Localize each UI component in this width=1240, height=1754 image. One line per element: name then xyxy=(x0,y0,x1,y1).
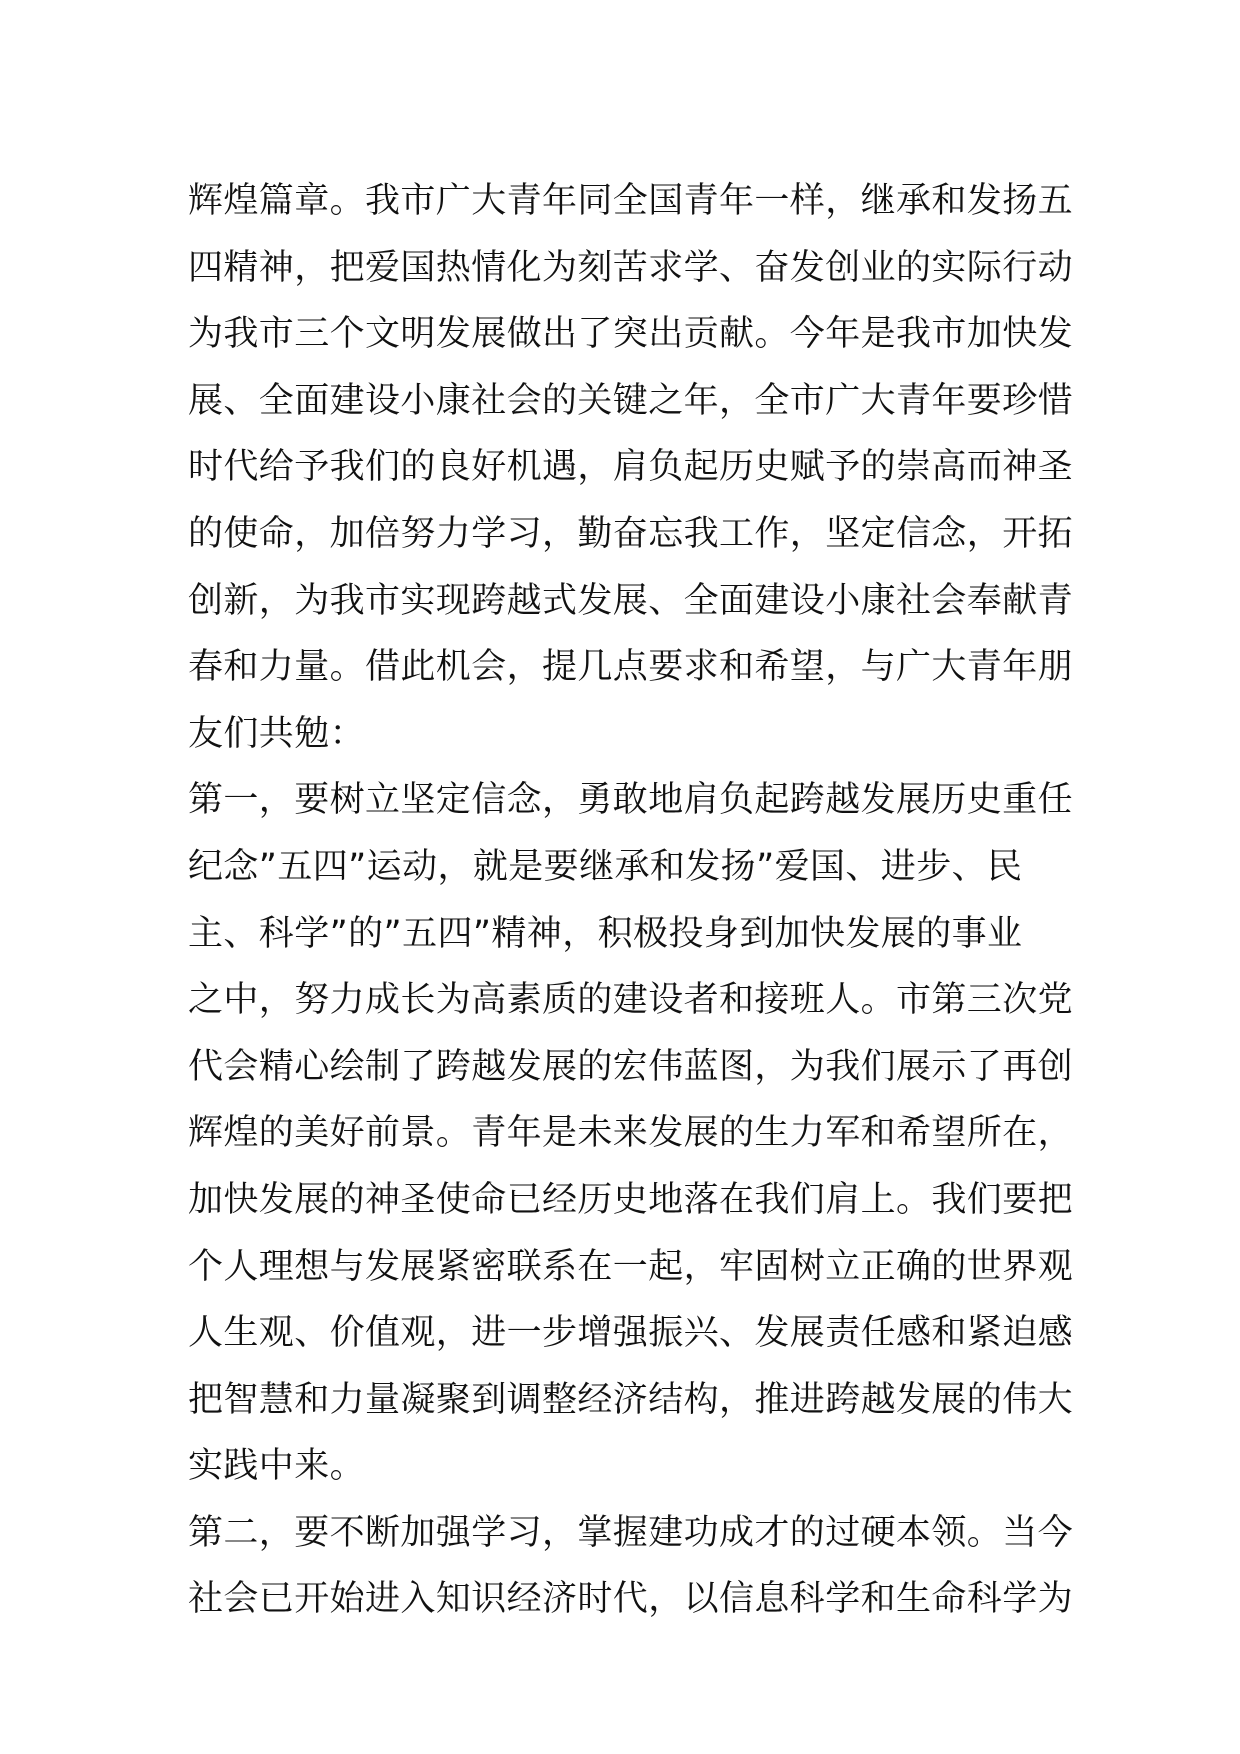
text-line: 之中，努力成长为高素质的建设者和接班人。市第三次党 xyxy=(188,980,1074,1021)
text-line: 春和力量。借此机会，提几点要求和希望，与广大青年朋 xyxy=(188,647,1074,688)
text-line: 纪念”五四”运动，就是要继承和发扬”爱国、进步、民 xyxy=(188,846,1023,887)
text-line: 四精神，把爱国热情化为刻苦求学、奋发创业的实际行动 xyxy=(188,247,1074,288)
text-line: 个人理想与发展紧密联系在一起，牢固树立正确的世界观 xyxy=(188,1246,1074,1287)
text-line: 友们共勉： xyxy=(188,713,366,754)
text-line: 人生观、价值观，进一步增强振兴、发展责任感和紧迫感 xyxy=(188,1313,1074,1354)
text-line: 实践中来。 xyxy=(188,1446,366,1487)
body-text xyxy=(188,168,1074,1633)
text-line: 主、科学”的”五四”精神，积极投身到加快发展的事业 xyxy=(188,913,1023,954)
section-heading-line: 第二，要不断加强学习，掌握建功成才的过硬本领。当今 xyxy=(188,1512,1074,1553)
text-line: 的使命，加倍努力学习，勤奋忘我工作，坚定信念，开拓 xyxy=(188,513,1074,554)
text-line: 加快发展的神圣使命已经历史地落在我们肩上。我们要把 xyxy=(188,1179,1074,1220)
text-line: 辉煌篇章。我市广大青年同全国青年一样，继承和发扬五 xyxy=(188,181,1074,221)
text-line: 代会精心绘制了跨越发展的宏伟蓝图，为我们展示了再创 xyxy=(188,1046,1074,1087)
text-line: 社会已开始进入知识经济时代，以信息科学和生命科学为 xyxy=(188,1579,1074,1620)
text-line: 创新，为我市实现跨越式发展、全面建设小康社会奉献青 xyxy=(188,580,1074,621)
text-line: 辉煌的美好前景。青年是未来发展的生力军和希望所在， xyxy=(188,1113,1074,1154)
text-line: 把智慧和力量凝聚到调整经济结构，推进跨越发展的伟大 xyxy=(188,1379,1074,1420)
text-line: 展、全面建设小康社会的关键之年，全市广大青年要珍惜 xyxy=(188,380,1074,421)
text-line: 为我市三个文明发展做出了突出贡献。今年是我市加快发 xyxy=(188,314,1074,355)
text-line: 时代给予我们的良好机遇，肩负起历史赋予的崇高而神圣 xyxy=(188,447,1074,488)
section-heading-line: 第一，要树立坚定信念，勇敢地肩负起跨越发展历史重任 xyxy=(188,780,1074,821)
